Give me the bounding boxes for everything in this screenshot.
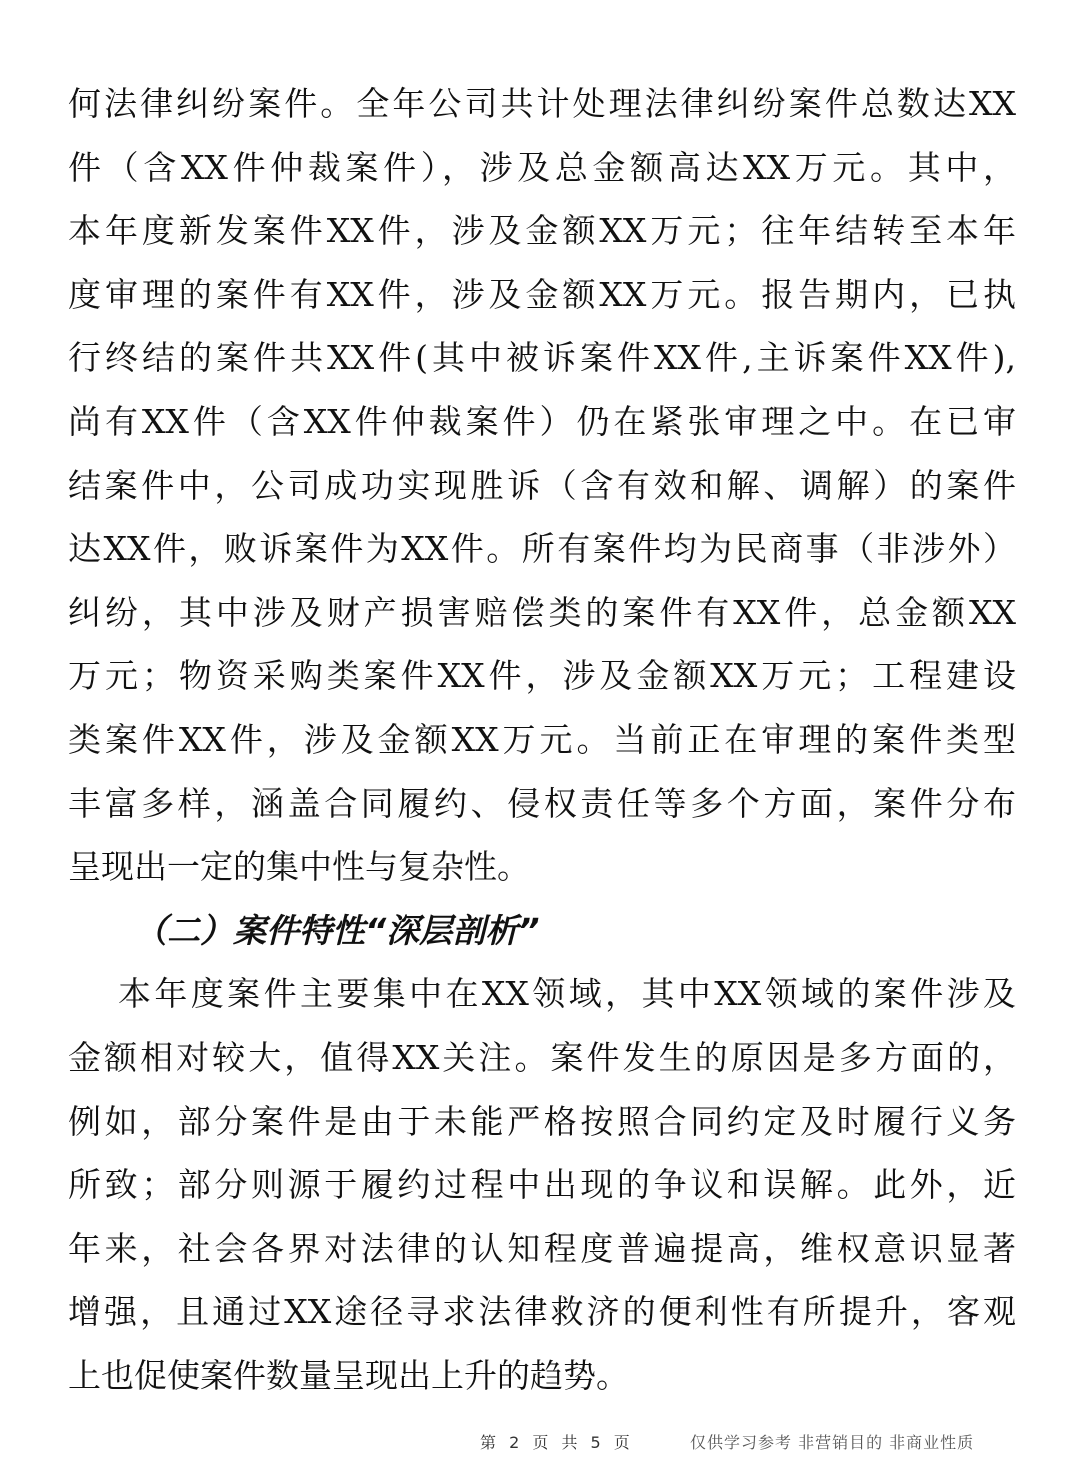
text-line: 年来，社会各界对法律的认知程度普遍提高，维权意识显著: [68, 1228, 1016, 1268]
paragraph-2: [68, 962, 1016, 1407]
text-line: 行终结的案件共XX件(其中被诉案件XX件,主诉案件XX件),: [68, 338, 1016, 378]
text-line: 增强，且通过XX途径寻求法律救济的便利性有所提升，客观: [68, 1292, 1016, 1332]
text-line: 上也促使案件数量呈现出上升的趋势。: [68, 1355, 629, 1395]
section-heading: （二）案件特性“深层剖析”: [134, 910, 540, 950]
text-line: 金额相对较大，值得XX关注。案件发生的原因是多方面的，: [68, 1037, 1016, 1077]
text-line: 件（含XX件仲裁案件），涉及总金额高达XX万元。其中，: [68, 147, 1016, 187]
text-line: 度审理的案件有XX件，涉及金额XX万元。报告期内，已执: [68, 274, 1016, 314]
text-line: 万元；物资采购类案件XX件，涉及金额XX万元；工程建设: [68, 656, 1016, 696]
text-line: 丰富多样，涵盖合同履约、侵权责任等多个方面，案件分布: [68, 783, 1016, 823]
text-line: 纠纷，其中涉及财产损害赔偿类的案件有XX件，总金额XX: [68, 592, 1016, 632]
footer-notice: 仅供学习参考 非营销目的 非商业性质: [690, 1433, 975, 1452]
document-page: [68, 72, 1016, 1407]
paragraph-1: [68, 72, 1016, 899]
text-line: 结案件中，公司成功实现胜诉（含有效和解、调解）的案件: [68, 465, 1016, 505]
text-line: 达XX件，败诉案件为XX件。所有案件均为民商事（非涉外）: [68, 529, 1016, 569]
text-line: 何法律纠纷案件。全年公司共计处理法律纠纷案件总数达XX: [68, 84, 1016, 123]
text-line: 所致；部分则源于履约过程中出现的争议和误解。此外，近: [68, 1165, 1016, 1205]
text-line: 本年度案件主要集中在XX领域，其中XX领域的案件涉及: [118, 974, 1016, 1014]
text-line: 本年度新发案件XX件，涉及金额XX万元；往年结转至本年: [68, 211, 1016, 251]
text-line: 例如，部分案件是由于未能严格按照合同约定及时履行义务: [68, 1101, 1016, 1141]
text-line: 类案件XX件，涉及金额XX万元。当前正在审理的案件类型: [68, 719, 1016, 759]
page-indicator: 第 2 页 共 5 页: [480, 1433, 634, 1452]
text-line: 尚有XX件（含XX件仲裁案件）仍在紧张审理之中。在已审: [68, 401, 1016, 441]
text-line: 呈现出一定的集中性与复杂性。: [68, 847, 530, 887]
